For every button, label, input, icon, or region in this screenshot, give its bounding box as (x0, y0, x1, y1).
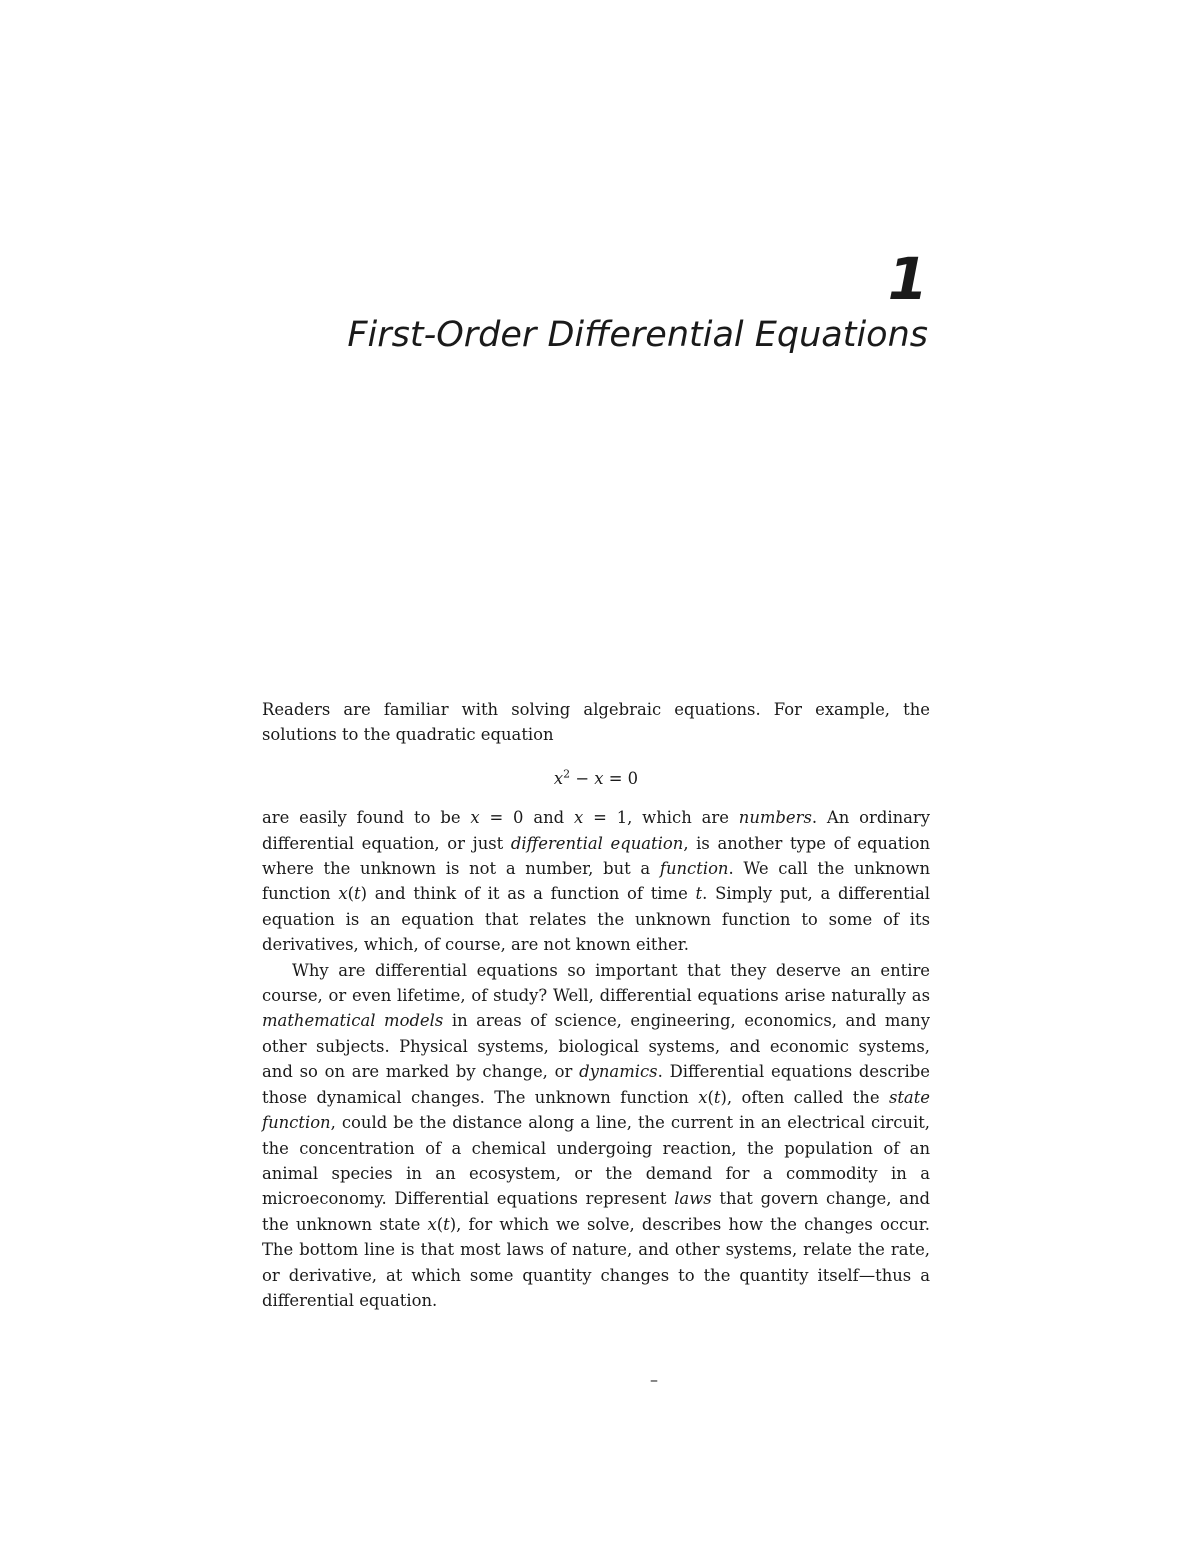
intro-paragraph: Readers are familiar with solving algebraic equations. For example, the solutions to the quadratic equation (262, 700, 930, 745)
body-text (262, 697, 930, 1313)
chapter-title: First-Order Differential Equations (347, 315, 928, 355)
chapter-number: 1 (887, 245, 928, 313)
paragraph-2: Why are differential equations so important that they deserve an entire course, or even lifetime, of study? Well, differential equations arise naturally as mathematical models in areas of science, engineering, economics, and many other subjects. Physical systems, biological systems, and economic systems, and so on are marked by change, or dynamics. Differential equations describe those dynamical changes. The unknown function x(t), often called the state function, could be the distance along a line, the current in an electrical circuit, the concentration of a chemical undergoing reaction, the population of an animal species in an ecosystem, or the demand for a commodity in a microeconomy. Differential equations represent laws that govern change, and the unknown state x(t), for which we solve, describes how the changes occur. The bottom line is that most laws of nature, and other systems, relate the rate, or derivative, at which some quantity changes to the quantity itself—thus a differential equation. (262, 960, 930, 1310)
page-number: – (650, 1370, 658, 1389)
display-equation: $x^2 - x = 0$ (553, 767, 639, 788)
paragraph-1: are easily found to be x = 0 and x = 1, which are numbers. An ordinary differential equation, or just differential equation, is another type of equation where the unknown is not a number, but a function. We call the unknown function x(t) and think of it as a function of time t. Simply put, a differential equation is an equation that relates the unknown function to some of its derivatives, which, of course, are not known either. (262, 808, 931, 955)
